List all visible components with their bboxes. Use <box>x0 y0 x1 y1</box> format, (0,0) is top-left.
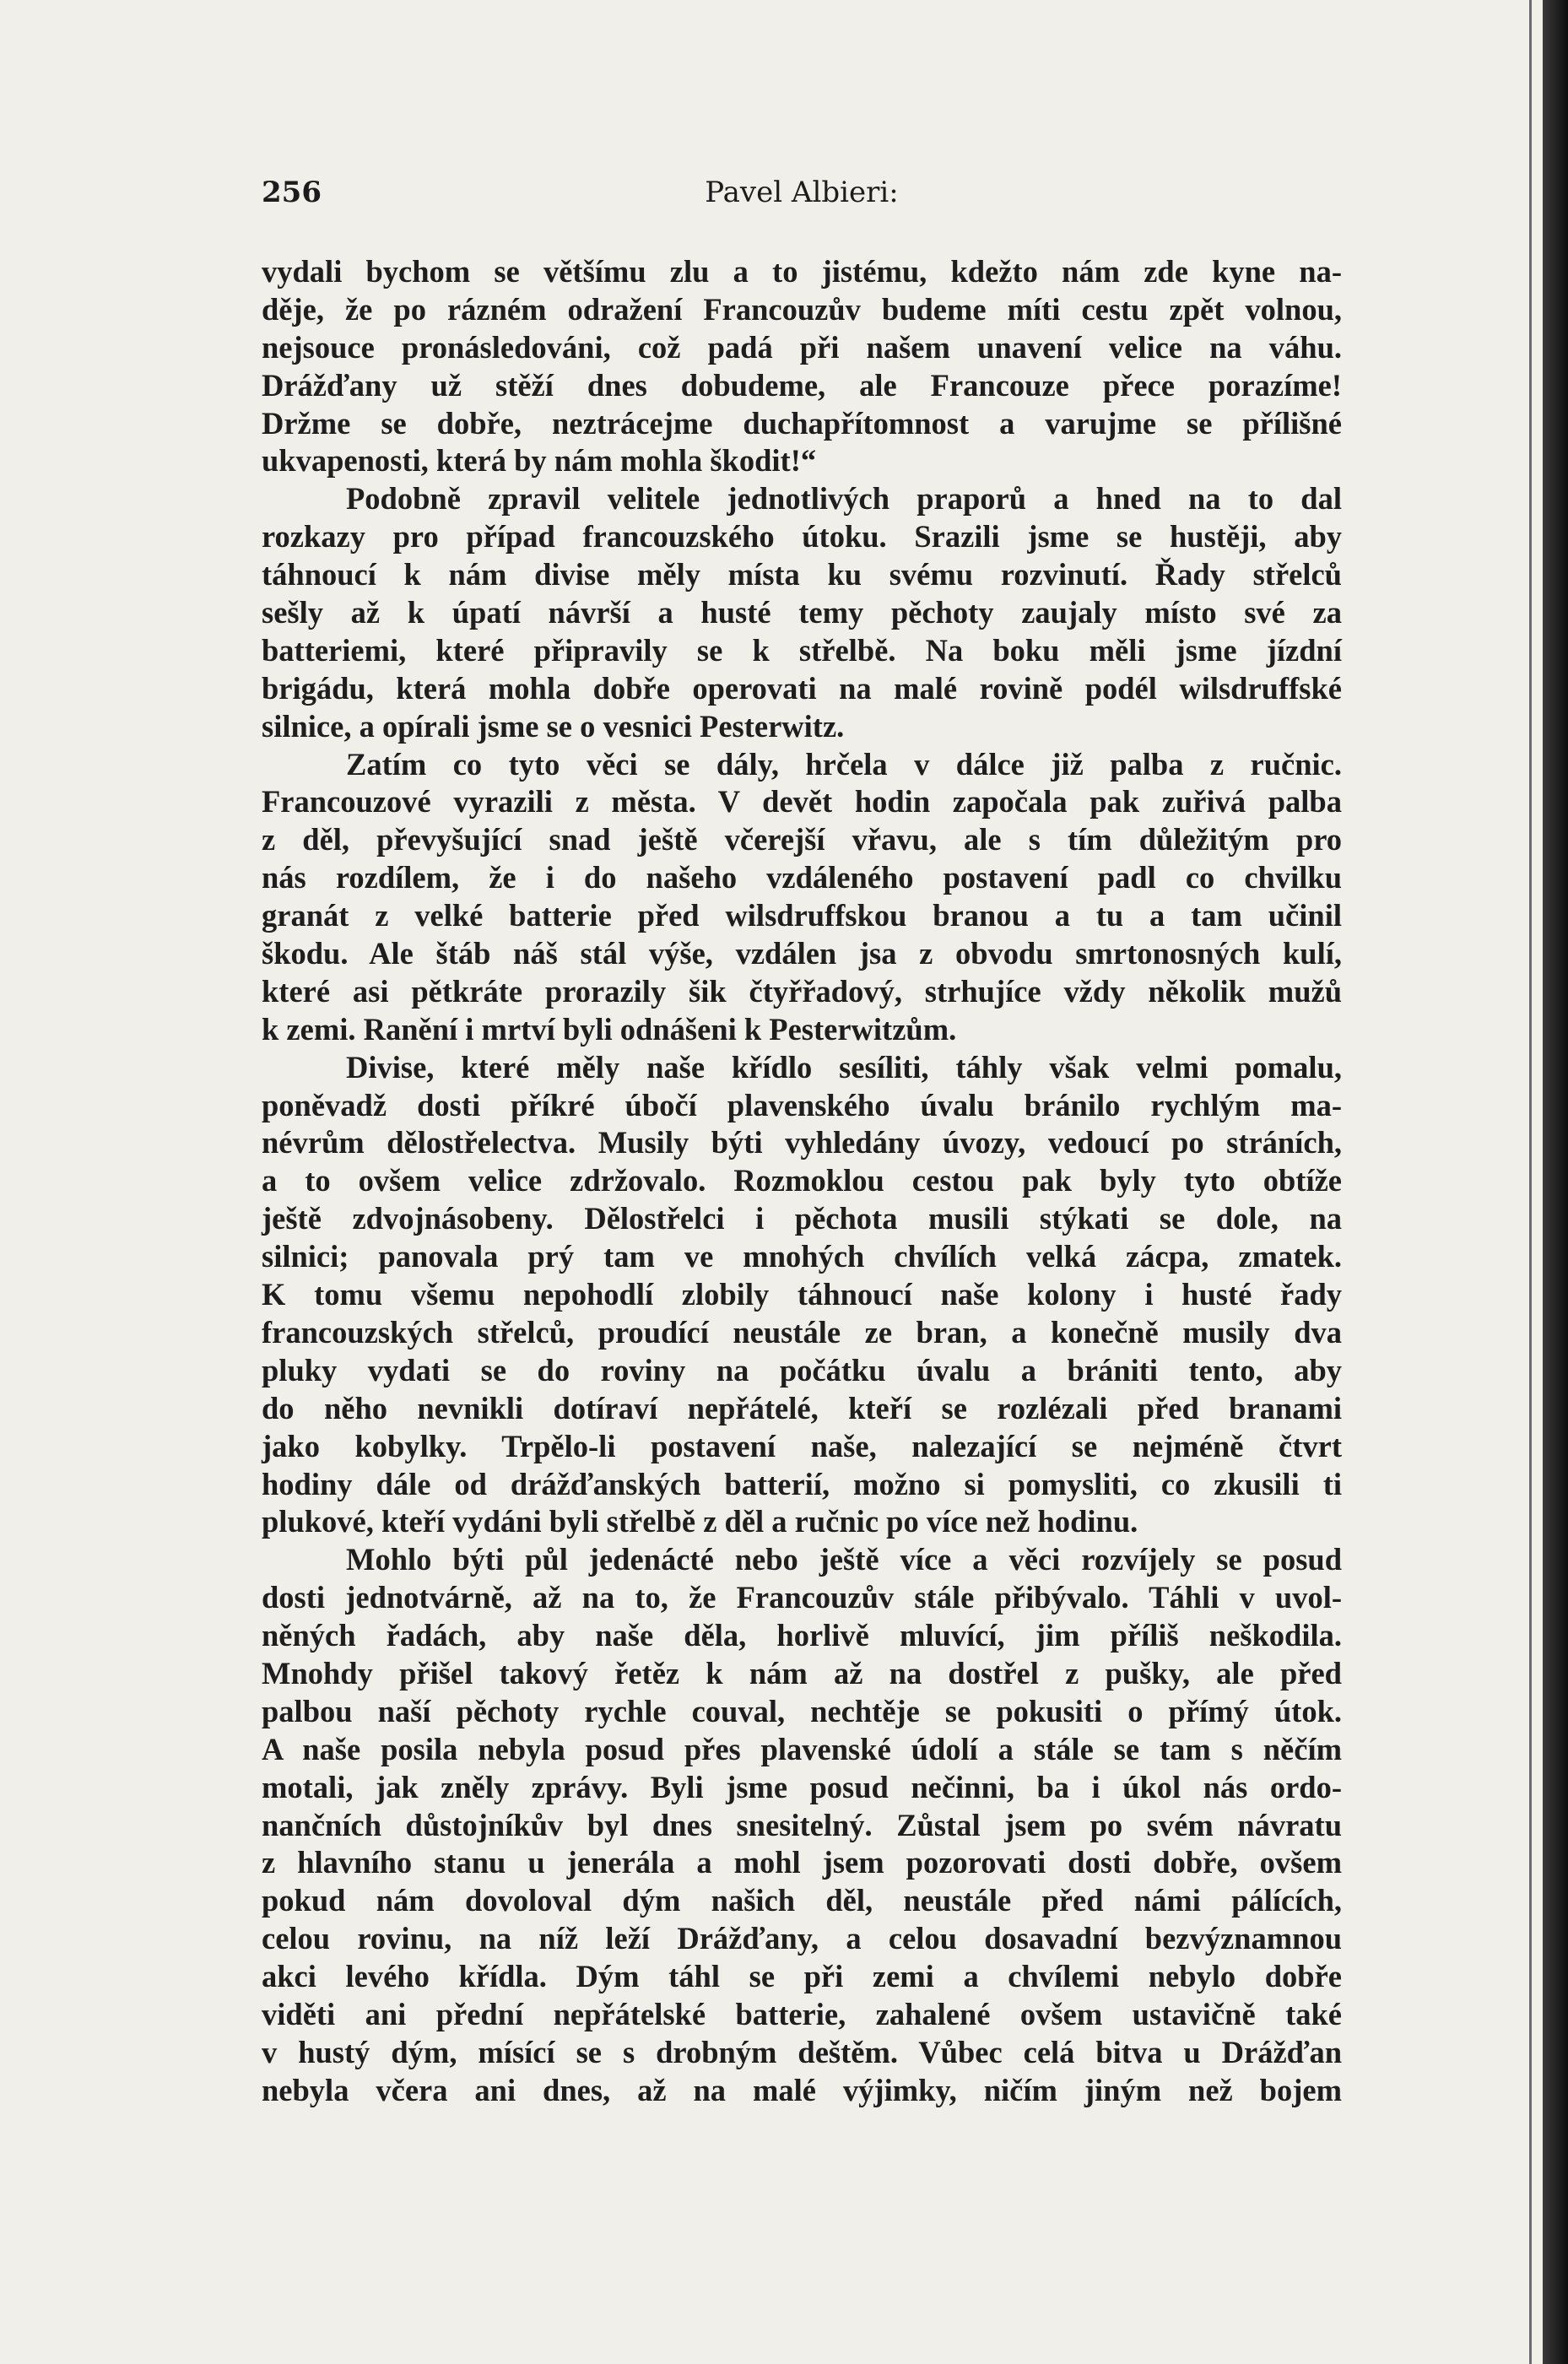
text-line: v hustý dým, mísící se s drobným deštěm. Vůbec celá bitva u Drážďan <box>262 2034 1342 2069</box>
text-line: silnice, a opírali jsme se o vesnici Pesterwitz. <box>262 708 845 744</box>
text-line: Mnohdy přišel takový řetěz k nám až na dostřel z pušky, ale před <box>262 1655 1342 1691</box>
text-line: ukvapenosti, která by nám mohla škodit!“ <box>262 443 817 479</box>
page-header <box>262 176 1342 226</box>
text-line: děje, že po rázném odražení Francouzův budeme míti cestu zpět volnou, <box>262 291 1342 327</box>
text-line: sešly až k úpatí návrší a husté temy pěchoty zaujaly místo své za <box>262 595 1342 630</box>
text-line: nejsouce pronásledováni, což padá při našem unavení velice na váhu. <box>262 329 1342 365</box>
running-title: Pavel Albieri: <box>705 176 899 209</box>
text-line: škodu. Ale štáb náš stál výše, vzdálen jsa z obvodu smrtonosných kulí, <box>262 936 1342 971</box>
text-line: plukové, kteří vydáni byli střelbě z děl a ručnic po více než hodinu. <box>262 1504 1138 1539</box>
text-line: motali, jak zněly zprávy. Byli jsme posud nečinni, ba i úkol nás ordo- <box>262 1769 1342 1804</box>
text-line: nebyla včera ani dnes, až na malé výjimky, ničím jiným než bojem <box>262 2072 1342 2107</box>
text-line: něných řadách, aby naše děla, horlivě mluvící, jim příliš neškodila. <box>262 1618 1342 1653</box>
text-line: celou rovinu, na níž leží Drážďany, a celou dosavadní bezvýznamnou <box>262 1921 1342 1956</box>
text-line: k zemi. Ranění i mrtví byli odnášeni k Pesterwitzům. <box>262 1011 957 1047</box>
text-line: palbou naší pěchoty rychle couval, nechtěje se pokusiti o přímý útok. <box>262 1693 1342 1728</box>
page-edge-line <box>1529 0 1532 2364</box>
text-line: dosti jednotvárně, až na to, že Francouzův stále přibývalo. Táhli v uvol- <box>262 1580 1342 1615</box>
text-line: nás rozdílem, že i do našeho vzdáleného postavení padl co chvilku <box>262 860 1342 895</box>
text-line: Divise, které měly naše křídlo sesíliti, táhly však velmi pomalu, <box>346 1049 1342 1085</box>
page-number: 256 <box>262 176 322 209</box>
text-line: A naše posila nebyla posud přes plavenské údolí a stále se tam s něčím <box>262 1731 1342 1766</box>
text-line: K tomu všemu nepohodlí zlobily táhnoucí naše kolony i husté řady <box>262 1277 1342 1312</box>
text-line: ještě zdvojnásobeny. Dělostřelci i pěchota musili stýkati se dole, na <box>262 1201 1342 1236</box>
text-line: vydali bychom se většímu zlu a to jistému, kdežto nám zde kyne na- <box>262 254 1342 289</box>
page-edge-shadow <box>1543 0 1568 2364</box>
text-line: brigádu, která mohla dobře operovati na malé rovině podél wilsdruffské <box>262 670 1342 706</box>
text-line: névrům dělostřelectva. Musily býti vyhledány úvozy, vedoucí po stráních, <box>262 1125 1342 1160</box>
text-line: batteriemi, které připravily se k střelbě. Na boku měli jsme jízdní <box>262 632 1342 668</box>
body-text <box>262 253 1342 2110</box>
text-line: poněvadž dosti příkré úbočí plavenského úvalu bránilo rychlým ma- <box>262 1087 1342 1122</box>
text-line: z hlavního stanu u jenerála a mohl jsem pozorovati dosti dobře, ovšem <box>262 1845 1342 1880</box>
text-line: akci levého křídla. Dým táhl se při zemi a chvílemi nebylo dobře <box>262 1959 1342 1994</box>
text-line: rozkazy pro případ francouzského útoku. Srazili jsme se hustěji, aby <box>262 519 1342 554</box>
text-line: pokud nám dovoloval dým našich děl, neustále před námi pálících, <box>262 1883 1342 1918</box>
text-line: pluky vydati se do roviny na počátku úvalu a brániti tento, aby <box>262 1352 1342 1388</box>
text-line: Zatím co tyto věci se dály, hrčela v dálce již palba z ručnic. <box>346 746 1342 782</box>
text-line: Mohlo býti půl jedenácté nebo ještě více a věci rozvíjely se posud <box>346 1542 1342 1577</box>
text-line: Drážďany už stěží dnes dobudeme, ale Francouze přece porazíme! <box>262 367 1342 403</box>
text-line: Francouzové vyrazili z města. V devět hodin započala pak zuřivá palba <box>262 784 1342 820</box>
text-line: silnici; panovala prý tam ve mnohých chvílích velká zácpa, zmatek. <box>262 1239 1342 1274</box>
text-line: viděti ani přední nepřátelské batterie, zahalené ovšem ustavičně také <box>262 1996 1342 2031</box>
text-line: granát z velké batterie před wilsdruffskou branou a tu a tam učinil <box>262 898 1342 933</box>
text-line: do něho nevnikli dotíraví nepřátelé, kteří se rozlézali před branami <box>262 1390 1342 1425</box>
text-line: hodiny dále od drážďanských batterií, možno si pomysliti, co zkusili ti <box>262 1466 1342 1501</box>
text-line: a to ovšem velice zdržovalo. Rozmoklou cestou pak byly tyto obtíže <box>262 1163 1342 1198</box>
text-line: Držme se dobře, neztrácejme duchapřítomnost a varujme se přílišné <box>262 405 1342 441</box>
text-line: Podobně zpravil velitele jednotlivých praporů a hned na to dal <box>346 481 1342 517</box>
text-line: nančních důstojníkův byl dnes snesitelný. Zůstal jsem po svém návratu <box>262 1807 1342 1842</box>
text-line: táhnoucí k nám divise měly místa ku svému rozvinutí. Řady střelců <box>262 557 1342 592</box>
text-line: francouzských střelců, proudící neustále ze bran, a konečně musily dva <box>262 1314 1342 1350</box>
text-line: které asi pětkráte prorazily šik čtyřřadový, strhujíce vždy několik mužů <box>262 973 1342 1009</box>
text-line: jako kobylky. Trpělo-li postavení naše, nalezající se nejméně čtvrt <box>262 1428 1342 1463</box>
text-line: z děl, převyšující snad ještě včerejší vřavu, ale s tím důležitým pro <box>262 822 1342 857</box>
